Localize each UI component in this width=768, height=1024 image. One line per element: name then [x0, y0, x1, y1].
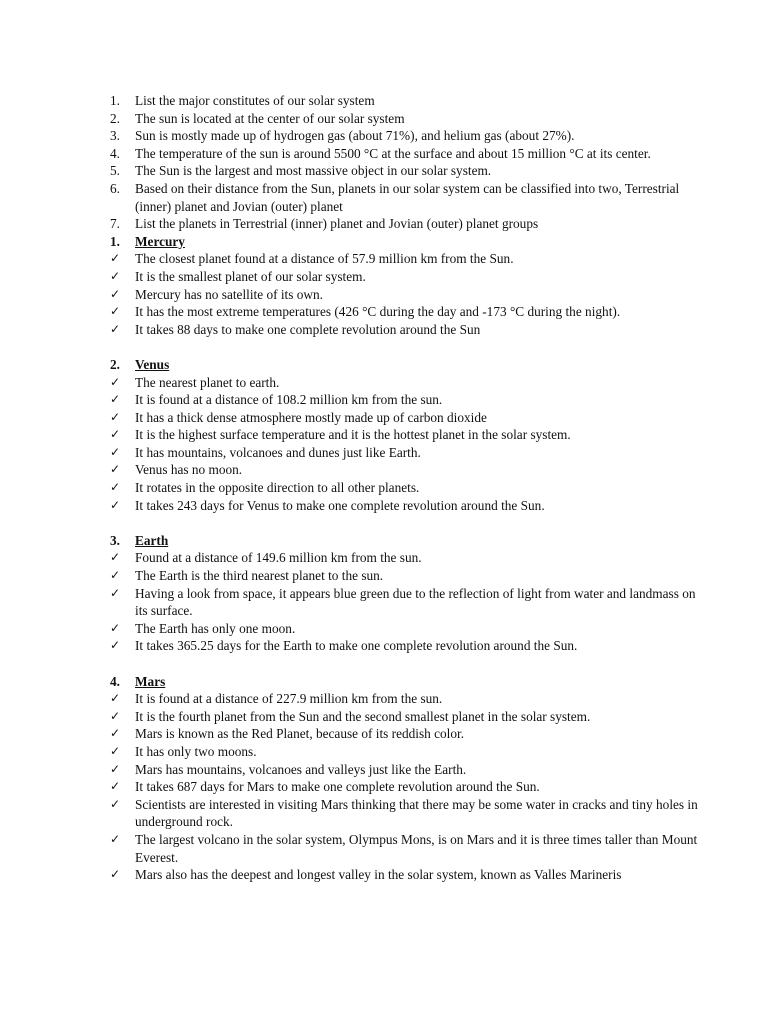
section-heading-earth [110, 532, 700, 550]
intro-item-number: 4. [110, 145, 120, 161]
list-item [110, 743, 700, 761]
section-heading-venus [110, 356, 700, 374]
section-title: Mercury [135, 233, 185, 249]
fact-text: It is the fourth planet from the Sun and the second smallest planet in the solar system. [135, 708, 591, 724]
check-icon: ✓ [110, 462, 121, 477]
fact-text: Found at a distance of 149.6 million km from the sun. [135, 550, 422, 566]
check-icon: ✓ [110, 743, 121, 758]
list-item [110, 268, 700, 286]
intro-item-number: 1. [110, 93, 120, 108]
fact-text: The Earth is the third nearest planet to the sun. [135, 568, 384, 584]
section-spacer [110, 338, 700, 356]
list-item [110, 796, 700, 831]
intro-item [110, 127, 700, 145]
intro-item [110, 180, 700, 215]
fact-text: Scientists are interested in visiting Mars thinking that there may be some water in cracks and tiny holes in underground rock. [135, 796, 698, 830]
check-icon: ✓ [110, 444, 121, 459]
fact-text: The closest planet found at a distance of 57.9 million km from the Sun. [135, 251, 514, 267]
check-icon: ✓ [110, 691, 121, 706]
intro-item-number: 7. [110, 216, 120, 232]
document-body [110, 92, 700, 884]
list-item [110, 409, 700, 427]
intro-item [110, 110, 700, 128]
fact-text: The largest volcano in the solar system, Olympus Mons, is on Mars and it is three times taller than Mount Everest. [135, 831, 698, 865]
section-number: 1. [110, 233, 120, 249]
fact-text: The Earth has only one moon. [135, 620, 296, 636]
list-item [110, 866, 700, 884]
section-number: 2. [110, 356, 120, 372]
check-icon: ✓ [110, 409, 121, 424]
list-item [110, 497, 700, 515]
list-item [110, 585, 700, 620]
list-item [110, 831, 700, 866]
fact-text: It takes 243 days for Venus to make one complete revolution around the Sun. [135, 497, 545, 513]
section-spacer [110, 655, 700, 673]
fact-text: It rotates in the opposite direction to all other planets. [135, 480, 420, 496]
check-icon: ✓ [110, 550, 121, 565]
section-title: Earth [135, 532, 169, 548]
list-item [110, 620, 700, 638]
intro-item [110, 92, 700, 110]
section-heading-mercury [110, 233, 700, 251]
list-item [110, 479, 700, 497]
fact-text: Mercury has no satellite of its own. [135, 286, 323, 302]
intro-item-text: List the major constitutes of our solar system [135, 93, 375, 108]
list-item [110, 426, 700, 444]
fact-text: It is found at a distance of 108.2 million km from the sun. [135, 392, 443, 408]
intro-item [110, 145, 700, 163]
intro-item-number: 6. [110, 180, 120, 196]
check-icon: ✓ [110, 761, 121, 776]
check-icon: ✓ [110, 251, 121, 266]
intro-item-text: List the planets in Terrestrial (inner) planet and Jovian (outer) planet groups [135, 216, 539, 232]
check-icon: ✓ [110, 620, 121, 635]
list-item [110, 391, 700, 409]
check-icon: ✓ [110, 374, 121, 389]
fact-text: It takes 365.25 days for the Earth to make one complete revolution around the Sun. [135, 638, 578, 654]
check-icon: ✓ [110, 497, 121, 512]
check-icon: ✓ [110, 392, 121, 407]
check-icon: ✓ [110, 480, 121, 495]
list-item [110, 321, 700, 339]
list-item [110, 725, 700, 743]
fact-text: It takes 88 days to make one complete revolution around the Sun [135, 321, 481, 337]
intro-item [110, 162, 700, 180]
list-item [110, 374, 700, 392]
check-icon: ✓ [110, 867, 121, 882]
list-item [110, 637, 700, 655]
check-icon: ✓ [110, 638, 121, 653]
intro-item-text: Based on their distance from the Sun, planets in our solar system can be classified into two, Terrestrial (inner) planet and Jovian (outer) planet [135, 180, 680, 214]
check-icon: ✓ [110, 779, 121, 794]
fact-text: It is the smallest planet of our solar system. [135, 268, 366, 284]
intro-item-text: The temperature of the sun is around 5500 °C at the surface and about 15 million °C at its center. [135, 145, 651, 161]
section-title: Mars [135, 673, 166, 689]
intro-item-text: Sun is mostly made up of hydrogen gas (about 71%), and helium gas (about 27%). [135, 128, 575, 144]
fact-text: It has a thick dense atmosphere mostly made up of carbon dioxide [135, 409, 487, 425]
list-item [110, 461, 700, 479]
intro-item-text: The sun is located at the center of our solar system [135, 110, 405, 126]
section-spacer [110, 514, 700, 532]
check-icon: ✓ [110, 831, 121, 846]
intro-item-number: 5. [110, 163, 120, 179]
intro-item-number: 3. [110, 128, 120, 144]
section-number: 3. [110, 532, 120, 548]
section-heading-mars [110, 673, 700, 691]
fact-text: Mars is known as the Red Planet, because of its reddish color. [135, 726, 465, 742]
check-icon: ✓ [110, 585, 121, 600]
fact-text: It has mountains, volcanoes and dunes just like Earth. [135, 444, 421, 460]
fact-text: It has only two moons. [135, 743, 257, 759]
section-title: Venus [135, 356, 170, 372]
check-icon: ✓ [110, 427, 121, 442]
intro-item-text: The Sun is the largest and most massive object in our solar system. [135, 163, 492, 179]
fact-text: It takes 687 days for Mars to make one complete revolution around the Sun. [135, 779, 540, 795]
check-icon: ✓ [110, 568, 121, 583]
fact-text: It is the highest surface temperature and it is the hottest planet in the solar system. [135, 427, 571, 443]
check-icon: ✓ [110, 796, 121, 811]
intro-item-number: 2. [110, 110, 120, 126]
check-icon: ✓ [110, 321, 121, 336]
section-number: 4. [110, 673, 120, 689]
list-item [110, 761, 700, 779]
list-item [110, 778, 700, 796]
list-item [110, 549, 700, 567]
list-item [110, 690, 700, 708]
fact-text: The nearest planet to earth. [135, 374, 280, 390]
fact-text: It has the most extreme temperatures (426 °C during the day and -173 °C during the night). [135, 304, 621, 320]
intro-item [110, 215, 700, 233]
fact-text: Venus has no moon. [135, 462, 243, 478]
list-item [110, 444, 700, 462]
fact-text: Mars has mountains, volcanoes and valleys just like the Earth. [135, 761, 467, 777]
list-item [110, 286, 700, 304]
list-item [110, 303, 700, 321]
fact-text: Mars also has the deepest and longest valley in the solar system, known as Valles Marineris [135, 867, 622, 883]
list-item [110, 708, 700, 726]
check-icon: ✓ [110, 286, 121, 301]
check-icon: ✓ [110, 304, 121, 319]
fact-text: Having a look from space, it appears blue green due to the reflection of light from water and landmass on its surface. [135, 585, 696, 619]
list-item [110, 567, 700, 585]
fact-text: It is found at a distance of 227.9 million km from the sun. [135, 691, 443, 707]
check-icon: ✓ [110, 708, 121, 723]
check-icon: ✓ [110, 268, 121, 283]
check-icon: ✓ [110, 726, 121, 741]
list-item [110, 250, 700, 268]
